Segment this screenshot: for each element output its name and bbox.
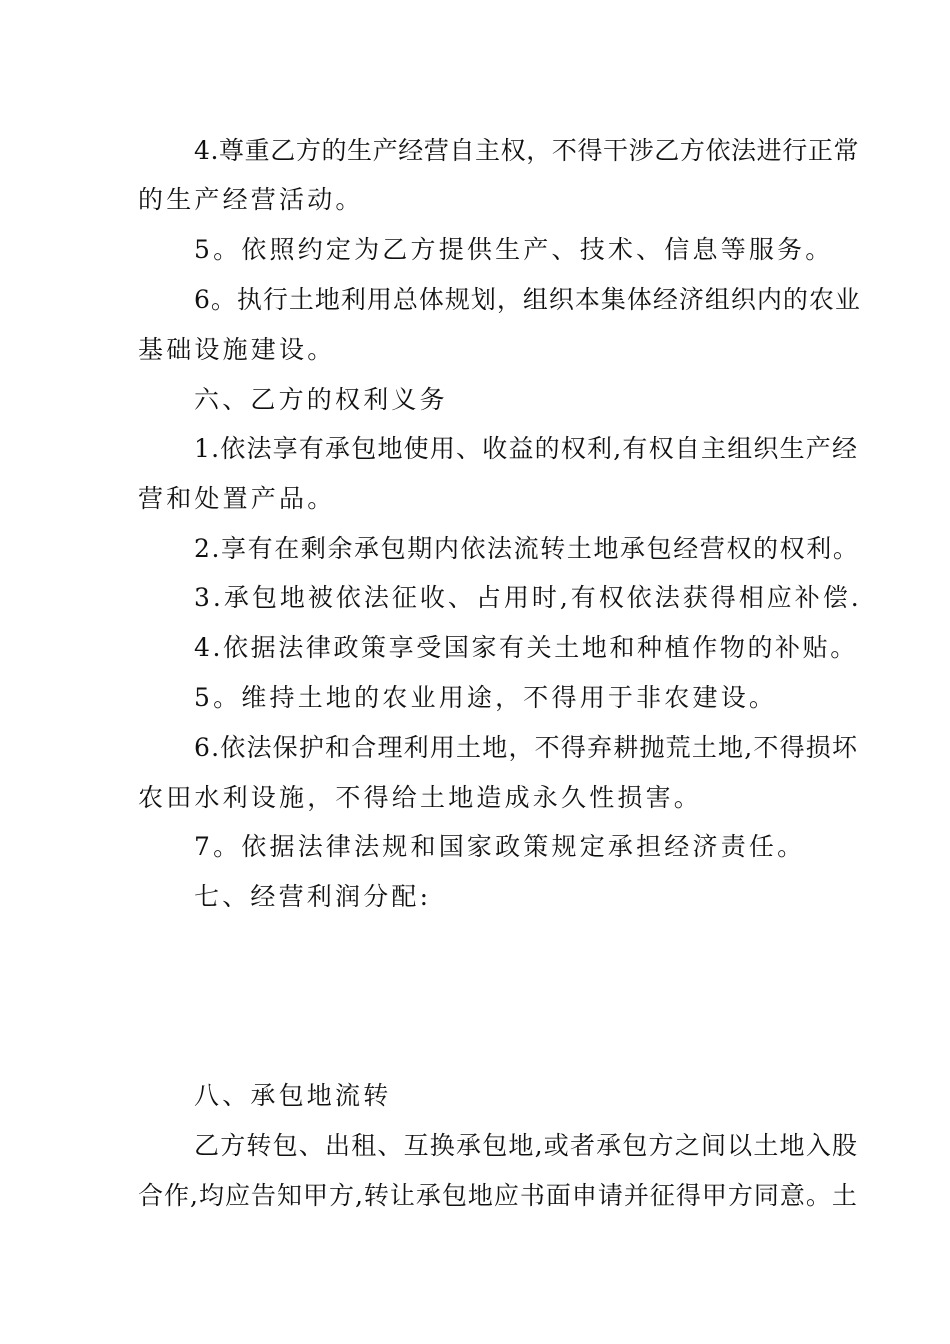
section-heading: 八、承包地流转 (194, 1081, 392, 1110)
clause-line: 3.承包地被依法征收、占用时,有权依法获得相应补偿. (194, 583, 862, 612)
clause-line: 基础设施建设。 (138, 335, 336, 364)
clause-line: 乙方转包、出租、互换承包地,或者承包方之间以土地入股 (194, 1131, 859, 1160)
clause-line: 5。维持土地的农业用途，不得用于非农建设。 (194, 683, 778, 712)
clause-line: 5。依照约定为乙方提供生产、技术、信息等服务。 (194, 235, 834, 264)
clause-line: 6.依法保护和合理利用土地，不得弃耕抛荒土地,不得损坏 (194, 733, 859, 762)
section-heading: 六、乙方的权利义务 (194, 385, 448, 414)
section-heading: 七、经营利润分配: (194, 882, 432, 911)
clause-line: 1.依法享有承包地使用、收益的权利,有权自主组织生产经 (194, 434, 859, 463)
clause-line: 农田水利设施，不得给土地造成永久性损害。 (138, 783, 703, 812)
clause-line: 4.依据法律政策享受国家有关土地和种植作物的补贴。 (194, 633, 858, 662)
clause-line: 4.尊重乙方的生产经营自主权，不得干涉乙方依法进行正常 (194, 136, 860, 165)
clause-line: 2.享有在剩余承包期内依法流转土地承包经营权的权利。 (194, 534, 860, 563)
clause-line: 合作,均应告知甲方,转让承包地应书面申请并征得甲方同意。土 (138, 1181, 858, 1210)
clause-line: 的生产经营活动。 (138, 185, 364, 214)
clause-line: 6。执行土地利用总体规划，组织本集体经济组织内的农业 (194, 285, 861, 314)
clause-line: 营和处置产品。 (138, 484, 336, 513)
clause-line: 7。依据法律法规和国家政策规定承担经济责任。 (194, 832, 806, 861)
